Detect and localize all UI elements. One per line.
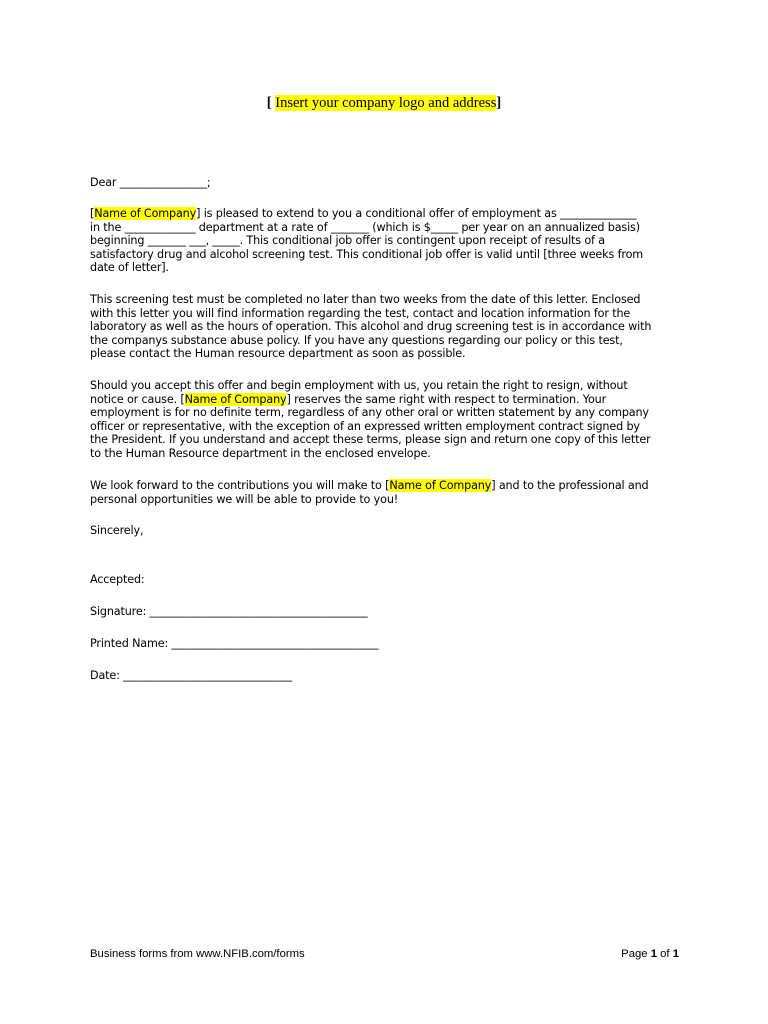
- signature-line: [90, 605, 682, 619]
- paragraph-screening-line-5: please contact the Human resource department as soon as possible.: [90, 347, 466, 361]
- signature-field: Signature: ________________________________________: [90, 605, 368, 618]
- paragraph-terms-line-4: officer or representative, with the exception of an expressed written employment contract signed by: [90, 419, 640, 433]
- paragraph-screening-line-1: This screening test must be completed no later than two weeks from the date of this letter. Enclosed: [90, 293, 641, 306]
- accepted-label: [90, 573, 682, 587]
- page-word: Page: [621, 948, 651, 960]
- terms-text: ] reserves the same right with respect to termination. Your: [286, 392, 607, 406]
- closing-text: We look forward to the contributions you will make to [: [90, 479, 390, 492]
- open-bracket: [: [266, 95, 272, 111]
- salutation-text: Dear ________________;: [90, 176, 211, 189]
- paragraph-screening-line-4: the companys substance abuse policy. If you have any questions regarding our policy or this test,: [90, 333, 623, 347]
- salutation: [90, 176, 682, 190]
- offer-text: ] is pleased to extend to you a conditional offer of employment as ______________: [196, 207, 637, 220]
- page-of: of: [657, 948, 673, 960]
- paragraph-terms-line-5: the President. If you understand and accept these terms, please sign and return one copy of this letter: [90, 433, 651, 447]
- terms-text: notice or cause. [: [90, 392, 185, 406]
- paragraph-offer-line-5: date of letter].: [90, 261, 169, 275]
- paragraph-terms-line-1: Should you accept this offer and begin employment with us, you retain the right to resign, without: [90, 379, 628, 392]
- page-number: [621, 947, 679, 961]
- paragraph-screening: [90, 293, 682, 361]
- printed-name-field: Printed Name: ______________________________________: [90, 637, 379, 650]
- date-line: [90, 669, 682, 683]
- closing-text: ] and to the professional and: [491, 479, 649, 492]
- footer-source: Business forms from www.NFIB.com/forms: [90, 948, 305, 960]
- company-name-placeholder: Name of Company: [184, 392, 287, 406]
- paragraph-offer-line-1: [90, 207, 682, 221]
- paragraph-closing-line-1: [90, 479, 682, 493]
- paragraph-closing-line-2: personal opportunities we will be able to provide to you!: [90, 492, 399, 506]
- paragraph-terms-line-3: employment is for no definite term, regardless of any other oral or written statement by any company: [90, 406, 649, 420]
- letterhead-placeholder: [0, 93, 768, 113]
- paragraph-terms-line-6: to the Human Resource department in the enclosed envelope.: [90, 446, 431, 460]
- company-name-placeholder: Name of Company: [389, 479, 492, 492]
- paragraph-closing-remarks: [90, 479, 682, 506]
- accepted-text: Accepted:: [90, 573, 145, 586]
- date-field: Date: _______________________________: [90, 669, 292, 682]
- paragraph-offer-line-3: beginning _______ ___, _____. This conditional job offer is contingent upon receipt of results of a: [90, 234, 605, 248]
- company-name-placeholder: Name of Company: [94, 207, 197, 220]
- paragraph-offer-line-2: in the _____________ department at a rate of _______ (which is $_____ per year on an annualized basis): [90, 220, 640, 234]
- paragraph-employment-terms: [90, 379, 682, 461]
- printed-name-line: [90, 637, 682, 651]
- sign-off: [90, 524, 682, 538]
- paragraph-offer: [90, 207, 682, 275]
- close-bracket: ]: [496, 95, 502, 111]
- page-total: 1: [672, 948, 679, 960]
- sign-off-text: Sincerely,: [90, 524, 144, 537]
- page-current: 1: [650, 948, 657, 960]
- paragraph-terms-line-2: [90, 393, 682, 407]
- paragraph-screening-line-3: laboratory as well as the hours of operation. This alcohol and drug screening test is in accordance with: [90, 320, 652, 334]
- page-footer: [90, 947, 679, 961]
- bracket-text: [: [90, 207, 95, 220]
- paragraph-offer-line-4: satisfactory drug and alcohol screening test. This conditional job offer is valid until [three weeks from: [90, 247, 644, 261]
- logo-address-placeholder: Insert your company logo and address: [275, 95, 497, 111]
- paragraph-screening-line-2: with this letter you will find information regarding the test, contact and location information for the: [90, 306, 631, 320]
